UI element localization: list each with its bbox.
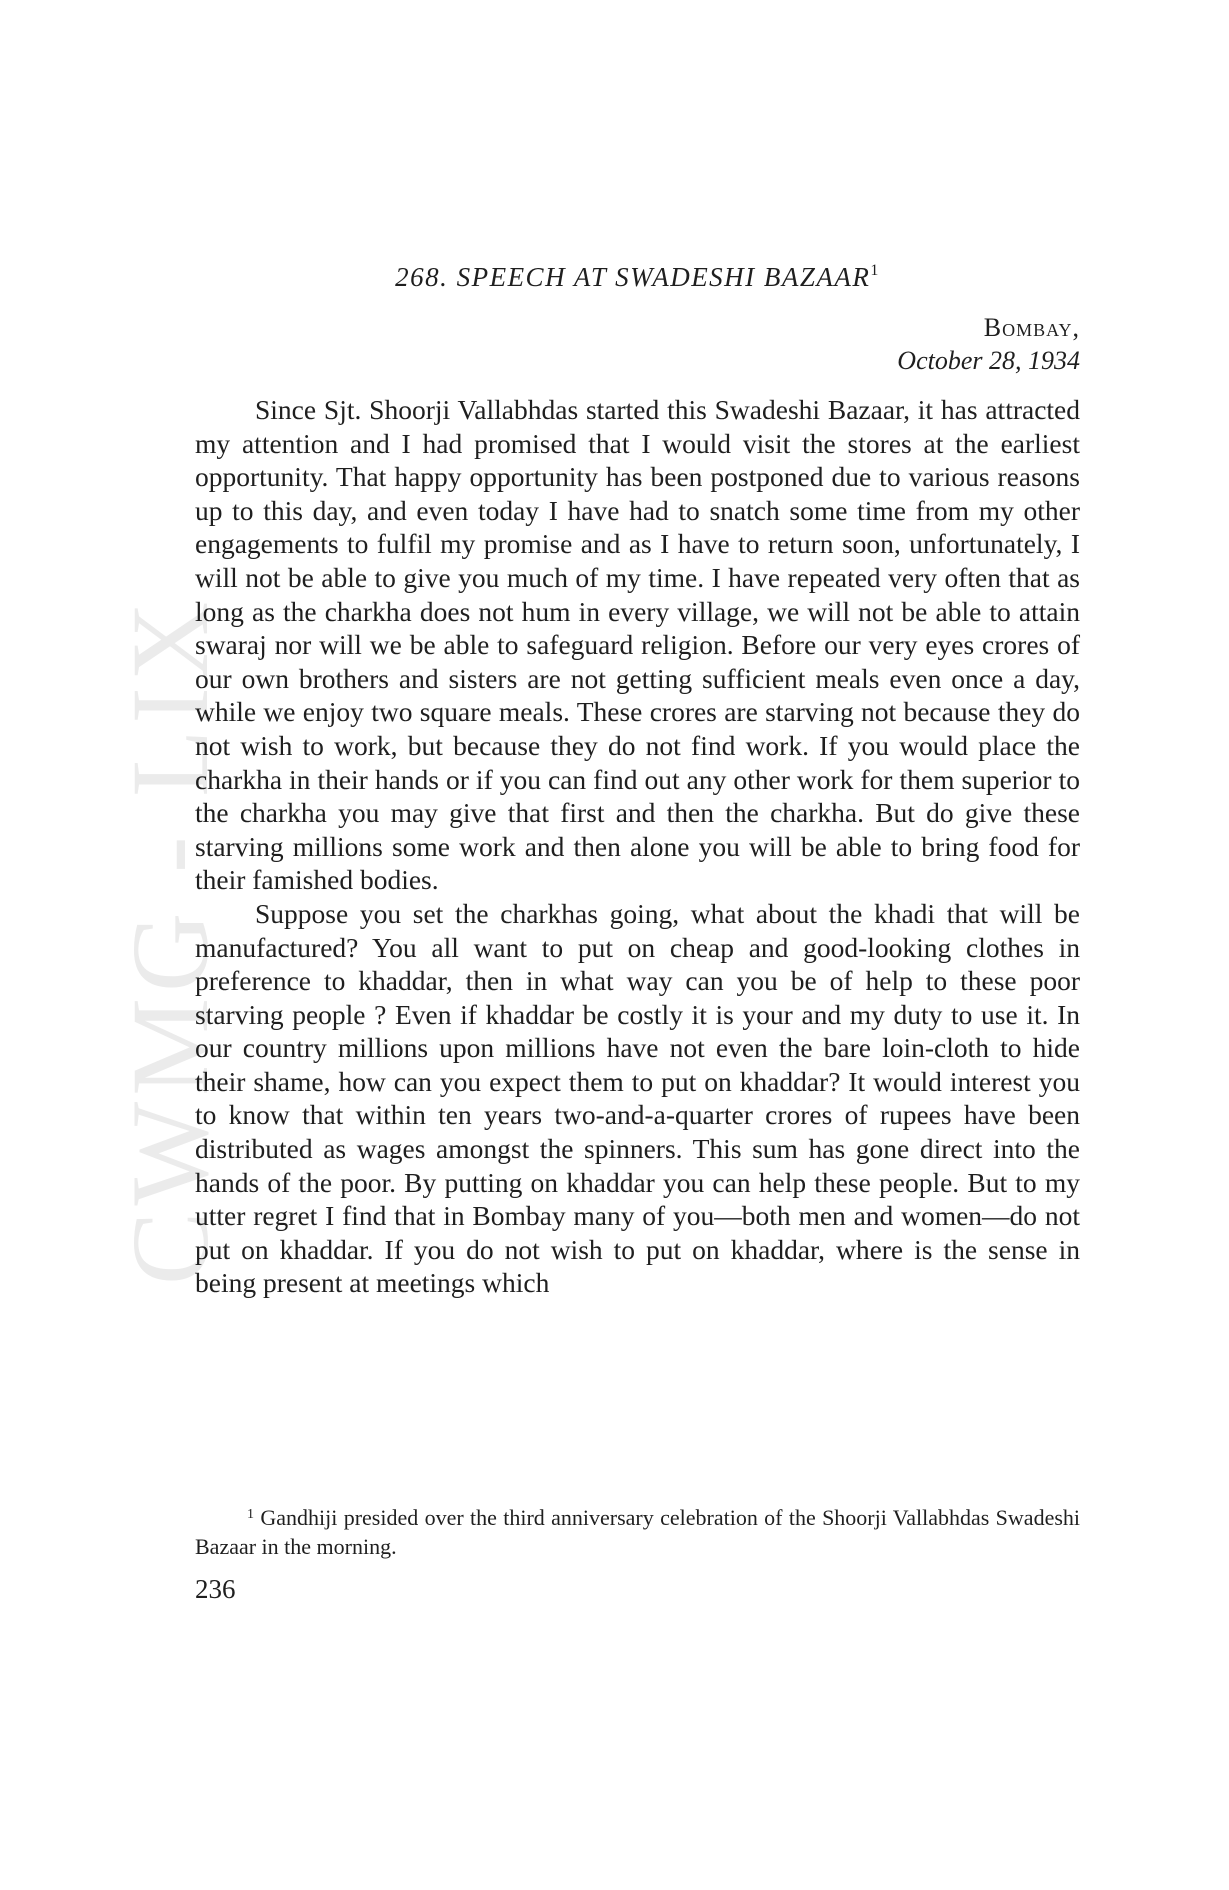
title-footnote-ref: 1 xyxy=(870,262,880,279)
dateline-place: Bombay, xyxy=(983,313,1080,342)
paragraph: Since Sjt. Shoorji Vallabhdas started this Swadeshi Bazaar, it has attracted my attention and I had promised that I would visit the stores at the earliest opportunity. That happy opportunity has been postponed due to various reasons up to this day, and even today I have had to snatch some time from my other engagements to fulfil my promise and as I have to return soon, unfortunately, I will not be able to give you much of my time. I have repeated very often that as long as the charkha does not hum in every village, we will not be able to attain swaraj nor will we be able to safeguard religion. Before our very eyes crores of our own brothers and sisters are not getting sufficient meals even once a day, while we enjoy two square meals. These crores are starving not because they do not wish to work, but because they do not find work. If you would place the charkha in their hands or if you can find out any other work for them superior to the charkha you may give that first and then the charkha. But do give these starving millions some work and then alone you will be able to bring food for their famished bodies. xyxy=(195,394,1080,896)
page-title xyxy=(195,262,1080,293)
dateline-date: October 28, 1934 xyxy=(897,346,1080,375)
footnote-marker: 1 xyxy=(247,1507,254,1522)
watermark: CWMG - LIX xyxy=(109,595,231,1285)
paragraph: Suppose you set the charkhas going, what about the khadi that will be manufactured? You all want to put on cheap and good-looking clothes in preference to khaddar, then in what way can you be of help to these poor starving people ? Even if khaddar be costly it is your and my duty to use it. In our country millions upon millions have not even the bare loin-cloth to hide their shame, how can you expect them to put on khaddar? It would interest you to know that within ten years two-and-a-quarter crores of rupees have been distributed as wages amongst the spinners. This sum has gone direct into the hands of the poor. By putting on khaddar you can help these people. But to my utter regret I find that in Bombay many of you—both men and women—do not put on khaddar. If you do not wish to put on khaddar, where is the sense in being present at meetings which xyxy=(195,897,1080,1299)
footnotes xyxy=(195,1500,1080,1561)
footnote-text: Gandhiji presided over the third anniversary celebration of the Shoorji Vallabhdas Swadeshi Bazaar in the morning. xyxy=(195,1505,1081,1559)
page-number: 236 xyxy=(195,1574,236,1604)
footnote xyxy=(195,1500,1080,1561)
title-text: 268. SPEECH AT SWADESHI BAZAAR xyxy=(395,262,871,292)
speech-body xyxy=(195,393,1080,1300)
